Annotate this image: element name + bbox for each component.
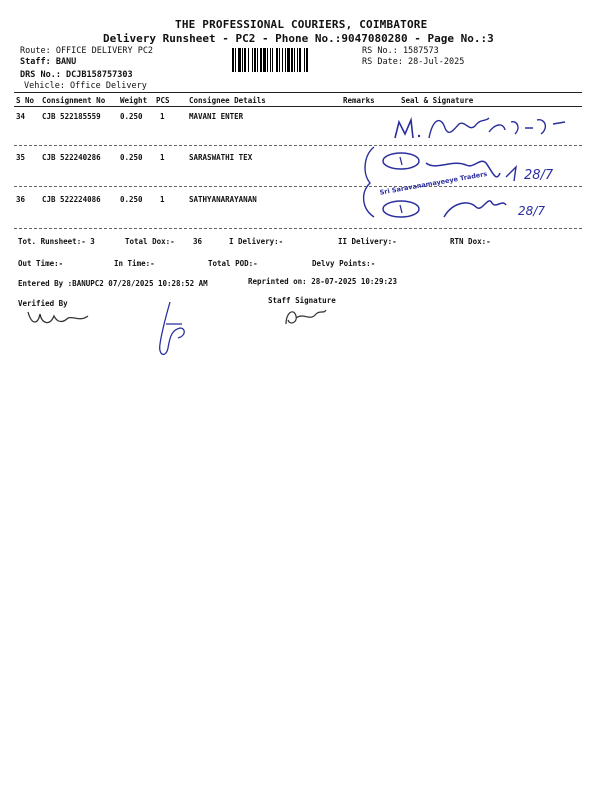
table-row-sno: 34: [16, 112, 26, 121]
out-time: Out Time:-: [18, 259, 64, 268]
entered-by: Entered By :BANUPC2 07/28/2025 10:28:52 AM: [18, 279, 208, 288]
delvy-points: Delvy Points:-: [312, 259, 376, 268]
rs-date: RS Date: 28-Jul-2025: [362, 57, 465, 67]
company-title: THE PROFESSIONAL COURIERS, COIMBATORE: [175, 18, 428, 31]
table-top-rule: [14, 92, 582, 93]
staff-signature-mark: [280, 302, 330, 330]
ii-delivery: II Delivery:-: [338, 237, 397, 246]
barcode-bar: [308, 48, 309, 72]
col-header-remarks: Remarks: [343, 96, 375, 105]
staff-signature-label: Staff Signature: [268, 296, 336, 305]
stamp-text: Sri Saravanamayeeye Traders: [379, 169, 488, 197]
table-row-consignee: SATHYANARAYANAN: [189, 195, 257, 204]
barcode: [232, 48, 352, 72]
table-row-sno: 35: [16, 153, 26, 162]
col-header-pcs: PCS: [156, 96, 170, 105]
reprinted-on: Reprinted on: 28-07-2025 10:29:23: [248, 277, 398, 286]
staff-handwritten-signature: [152, 300, 192, 360]
table-row-weight: 0.250: [120, 195, 143, 204]
table-header-rule: [14, 106, 582, 107]
staff-label: Staff: BANU: [20, 57, 77, 67]
signature-row-34: [385, 108, 585, 148]
total-dox-label: Total Dox:-: [125, 237, 175, 246]
in-time: In Time:-: [114, 259, 155, 268]
verified-by-signature: [24, 302, 94, 332]
tot-runsheet: Tot. Runsheet:- 3: [18, 237, 95, 246]
col-header-consignment: Consignment No: [42, 96, 106, 105]
rtn-dox: RTN Dox:-: [450, 237, 491, 246]
row36-date: 28/7: [518, 204, 545, 218]
table-row-consignee: SARASWATHI TEX: [189, 153, 253, 162]
table-row-consignee: MAVANI ENTER: [189, 112, 244, 121]
vehicle-label: Vehicle: Office Delivery: [24, 81, 147, 91]
row-separator: [14, 228, 582, 229]
table-row-pcs: 1: [160, 195, 165, 204]
table-row-sno: 36: [16, 195, 26, 204]
total-dox-value: 36: [193, 237, 203, 246]
col-header-sno: S No: [16, 96, 35, 105]
table-row-consignment: CJB 522240286: [42, 153, 101, 162]
col-header-weight: Weight: [120, 96, 148, 105]
table-row-consignment: CJB 522224086: [42, 195, 101, 204]
table-row-weight: 0.250: [120, 153, 143, 162]
table-row-pcs: 1: [160, 112, 165, 121]
table-row-consignment: CJB 522185559: [42, 112, 101, 121]
stamp-and-signature-row-35: [356, 143, 586, 223]
route-label: Route: OFFICE DELIVERY PC2: [20, 46, 154, 56]
col-header-seal: Seal & Signature: [401, 96, 474, 105]
table-row-weight: 0.250: [120, 112, 143, 121]
drs-number: DRS No.: DCJB158757303: [20, 70, 133, 80]
verified-by-label: Verified By: [18, 299, 68, 308]
col-header-consignee: Consignee Details: [189, 96, 266, 105]
total-pod: Total POD:-: [208, 259, 258, 268]
table-row-pcs: 1: [160, 153, 165, 162]
runsheet-subtitle: Delivery Runsheet - PC2 - Phone No.:9047080280 - Page No.:3: [103, 32, 494, 45]
rs-number: RS No.: 1587573: [362, 46, 439, 56]
row35-date: 28/7: [524, 168, 554, 183]
i-delivery: I Delivery:-: [229, 237, 284, 246]
